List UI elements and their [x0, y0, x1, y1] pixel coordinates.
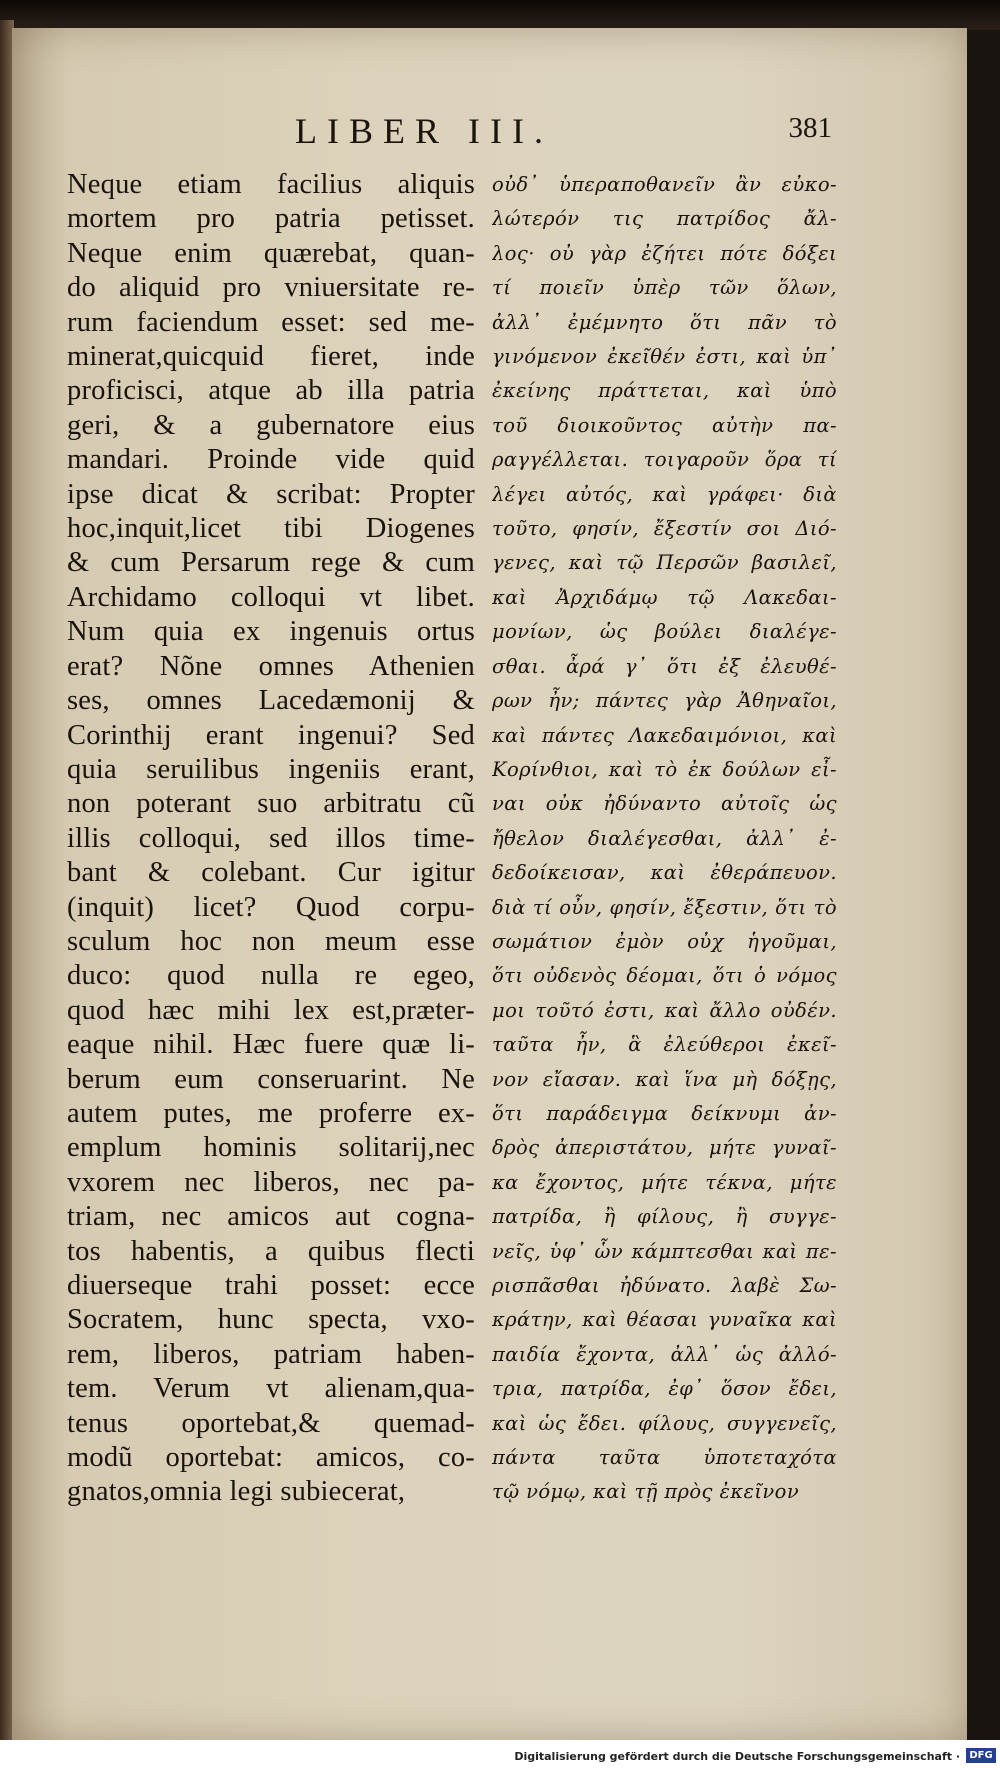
greek-text-line: κράτην, καὶ θέασαι γυναῖκα καὶ	[492, 1308, 837, 1332]
latin-text-line: rem, liberos, patriam haben-	[67, 1338, 475, 1370]
latin-text-line: quod hæc mihi lex est,præter-	[67, 994, 475, 1026]
scan-edge-top	[0, 0, 1000, 30]
latin-text-line: Neque enim quærebat, quan-	[67, 237, 475, 269]
greek-text-line: τρια, πατρίδα, ἐφ᾽ ὅσον ἔδει,	[492, 1377, 837, 1401]
latin-text-line: minerat,quicquid fieret, inde	[67, 341, 475, 373]
greek-text-line: καὶ πάντες Λακεδαιμόνιοι, καὶ	[492, 723, 837, 747]
latin-text-line: hoc,inquit,licet tibi Diogenes	[67, 513, 475, 545]
running-title: LIBER III.	[295, 111, 553, 151]
latin-text-line: gnatos,omnia legi subiecerat,	[67, 1476, 406, 1508]
greek-text-line: δεδοίκεισαν, καὶ ἐθεράπευον.	[492, 861, 837, 885]
greek-text-line: νον εἴασαν. καὶ ἵνα μὴ δόξῃς,	[492, 1067, 837, 1091]
greek-text-line: λώτερόν τις πατρίδος ἄλ-	[492, 207, 837, 231]
greek-text-line: τί ποιεῖν ὑπὲρ τῶν ὅλων,	[492, 276, 837, 300]
latin-text-line: autem putes, me proferre ex-	[67, 1097, 475, 1129]
greek-text-line: οὐδ᾽ ὑπεραποθανεῖν ἂν εὐκο-	[492, 173, 837, 196]
greek-text-line: ἐκείνης πράττεται, καὶ ὑπὸ	[492, 379, 837, 403]
greek-text-line: ὅτι οὐδενὸς δέομαι, ὅτι ὁ νόμος	[492, 964, 837, 988]
greek-text-line: ραγγέλλεται. τοιγαροῦν ὅρα τί	[492, 448, 837, 472]
greek-text-line: τοῦτο, φησίν, ἔξεστίν σοι Διό-	[492, 517, 837, 541]
greek-text-line: καὶ Ἀρχιδάμῳ τῷ Λακεδαι-	[492, 585, 837, 609]
book-page	[12, 28, 967, 1740]
latin-text-line: geri, & a gubernatore eius	[67, 409, 475, 441]
latin-text-line: Neque etiam facilius aliquis	[67, 169, 475, 200]
greek-text-column	[492, 168, 837, 1558]
latin-text-line: triam, nec amicos aut cogna-	[67, 1201, 475, 1233]
latin-text-line: erat? Nõne omnes Athenien	[67, 650, 475, 682]
page-number: 381	[788, 112, 832, 144]
latin-text-column	[67, 168, 475, 1558]
greek-text-line: παιδία ἔχοντα, ἀλλ᾽ ὡς ἀλλό-	[492, 1342, 837, 1366]
latin-text-line: Corinthij erant ingenui? Sed	[67, 719, 475, 751]
latin-text-line: quia seruilibus ingeniis erant,	[67, 753, 475, 785]
greek-text-line: γινόμενον ἐκεῖθέν ἐστι, καὶ ὑπ᾽	[492, 345, 837, 369]
latin-text-line: non poterant suo arbitratu cũ	[67, 788, 475, 820]
latin-text-line: ipse dicat & scribat: Propter	[67, 478, 475, 510]
greek-text-line: μοι τοῦτό ἐστι, καὶ ἄλλο οὐδέν.	[492, 998, 837, 1022]
greek-text-line: νεῖς, ὑφ᾽ ὧν κάμπτεσθαι καὶ πε-	[492, 1239, 837, 1263]
greek-text-line: ρων ἦν; πάντες γὰρ Ἀθηναῖοι,	[492, 689, 837, 713]
latin-text-line: sculum hoc non meum esse	[67, 925, 475, 957]
latin-text-line: (inquit) licet? Quod corpu-	[67, 891, 475, 923]
greek-text-line: ρισπᾶσθαι ἠδύνατο. λαβὲ Σω-	[492, 1274, 837, 1297]
greek-text-line: λος· οὐ γὰρ ἐζήτει πότε δόξει	[492, 241, 837, 265]
latin-text-line: do aliquid pro vniuersitate re-	[67, 272, 475, 304]
latin-text-line: tos habentis, a quibus flecti	[67, 1235, 475, 1267]
greek-text-line: τοῦ διοικοῦντος αὐτὴν πα-	[492, 413, 837, 437]
latin-text-line: proficisci, atque ab illa patria	[67, 375, 475, 407]
greek-text-line: διὰ τί οὖν, φησίν, ἔξεστιν, ὅτι τὸ	[492, 895, 837, 919]
greek-text-line: πάντα ταῦτα ὑποτεταχότα	[492, 1446, 837, 1470]
greek-text-line: σθαι. ἆρά γ᾽ ὅτι ἐξ ἐλευθέ-	[492, 654, 837, 678]
latin-text-line: bant & colebant. Cur igitur	[67, 857, 475, 889]
latin-text-line: tenus oportebat,& quemad-	[67, 1407, 475, 1439]
latin-text-line: Socratem, hunc specta, vxo-	[67, 1304, 475, 1336]
greek-text-line: γενες, καὶ τῷ Περσῶν βασιλεῖ,	[492, 551, 837, 575]
greek-text-line: δρὸς ἀπεριστάτου, μήτε γυναῖ-	[492, 1136, 837, 1160]
latin-text-line: vxorem nec liberos, nec pa-	[67, 1166, 475, 1198]
latin-text-line: mortem pro patria petisset.	[67, 203, 475, 235]
latin-text-line: modũ oportebat: amicos, co-	[67, 1442, 475, 1474]
latin-text-line: tem. Verum vt alienam,qua-	[67, 1373, 475, 1405]
dfg-logo: DFG	[966, 1748, 996, 1763]
greek-text-line: τῷ νόμῳ, καὶ τῇ πρὸς ἐκεῖνον	[492, 1480, 800, 1504]
funding-attribution: Digitalisierung gefördert durch die Deutsche Forschungsgemeinschaft ·	[514, 1750, 960, 1763]
latin-text-line: Num quia ex ingenuis ortus	[67, 616, 475, 648]
greek-text-line: ταῦτα ἦν, ἃ ἐλεύθεροι ἐκεῖ-	[492, 1033, 837, 1057]
latin-text-line: mandari. Proinde vide quid	[67, 444, 475, 476]
greek-text-line: ναι οὐκ ἠδύναντο αὐτοῖς ὡς	[492, 792, 837, 816]
latin-text-line: emplum hominis solitarij,nec	[67, 1132, 475, 1164]
latin-text-line: ses, omnes Lacedæmonij &	[67, 685, 475, 717]
greek-text-line: πατρίδα, ἢ φίλους, ἢ συγγε-	[492, 1205, 837, 1229]
latin-text-line: berum eum conseruarint. Ne	[67, 1063, 475, 1095]
latin-text-line: duco: quod nulla re egeo,	[67, 960, 475, 992]
latin-text-line: diuerseque trahi posset: ecce	[67, 1270, 475, 1301]
greek-text-line: σωμάτιον ἐμὸν οὐχ ἡγοῦμαι,	[492, 929, 837, 953]
page-header	[12, 90, 967, 150]
greek-text-line: ἀλλ᾽ ἐμέμνητο ὅτι πᾶν τὸ	[492, 310, 837, 334]
greek-text-line: ἤθελον διαλέγεσθαι, ἀλλ᾽ ἐ-	[492, 826, 837, 850]
greek-text-line: λέγει αὐτός, καὶ γράφει· διὰ	[492, 482, 837, 506]
latin-text-line: rum faciendum esset: sed me-	[67, 306, 475, 338]
latin-text-line: eaque nihil. Hæc fuere quæ li-	[67, 1029, 475, 1061]
greek-text-line: ὅτι παράδειγμα δείκνυμι ἀν-	[492, 1101, 837, 1125]
greek-text-line: Κορίνθιοι, καὶ τὸ ἐκ δούλων εἶ-	[492, 757, 837, 781]
latin-text-line: illis colloqui, sed illos time-	[67, 822, 475, 854]
greek-text-line: κα ἔχοντος, μήτε τέκνα, μήτε	[492, 1170, 837, 1194]
latin-text-line: & cum Persarum rege & cum	[67, 547, 475, 579]
greek-text-line: μονίων, ὡς βούλει διαλέγε-	[492, 620, 837, 644]
greek-text-line: καὶ ὡς ἔδει. φίλους, συγγενεῖς,	[492, 1411, 837, 1435]
latin-text-line: Archidamo colloqui vt libet.	[67, 581, 475, 613]
